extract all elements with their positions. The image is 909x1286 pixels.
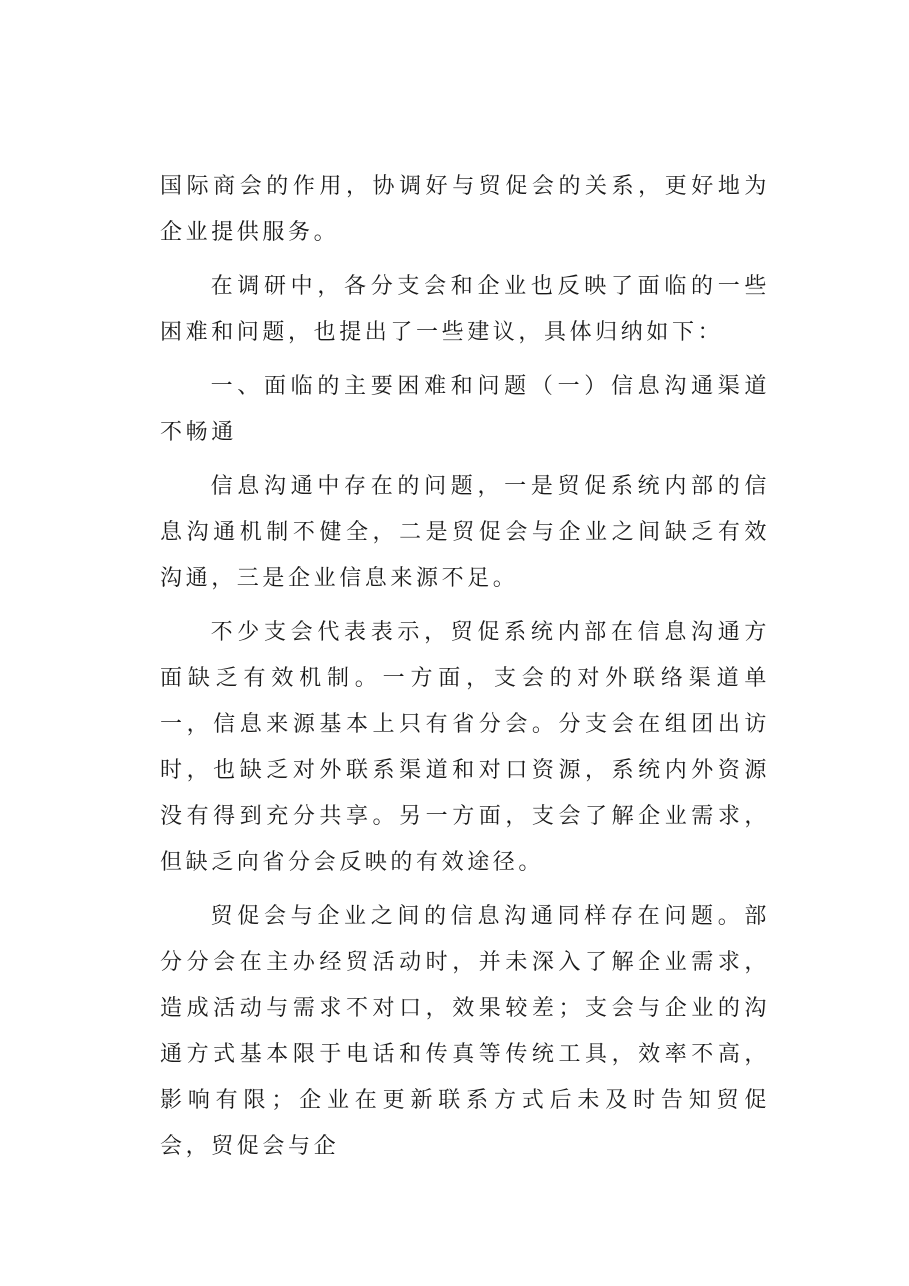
document-body: [160, 164, 770, 1178]
section-heading: 一、面临的主要困难和问题（一）信息沟通渠道不畅通: [160, 374, 770, 445]
paragraph-enterprise-communication: 贸促会与企业之间的信息沟通同样存在问题。部分分会在主办经贸活动时，并未深入了解企业需求，造成活动与需求不对口，效果较差；支会与企业的沟通方式基本限于电话和传真等传统工具，效率不高，影响有限；企业在更新联系方式后未及时告知贸促会，贸促会与企: [160, 904, 770, 1159]
paragraph-internal-mechanism: 不少支会代表表示，贸促系统内部在信息沟通方面缺乏有效机制。一方面，支会的对外联络渠道单一，信息来源基本上只有省分会。分支会在组团出访时，也缺乏对外联系渠道和对口资源，系统内外资源没有得到充分共享。另一方面，支会了解企业需求，但缺乏向省分会反映的有效途径。: [160, 620, 770, 875]
paragraph-info-problems: 信息沟通中存在的问题，一是贸促系统内部的信息沟通机制不健全，二是贸促会与企业之间缺乏有效沟通，三是企业信息来源不足。: [160, 474, 770, 591]
paragraph-research-intro: 在调研中，各分支会和企业也反映了面临的一些困难和问题，也提出了一些建议，具体归纳如下：: [160, 274, 770, 345]
paragraph-continuation: 国际商会的作用，协调好与贸促会的关系，更好地为企业提供服务。: [160, 174, 770, 245]
